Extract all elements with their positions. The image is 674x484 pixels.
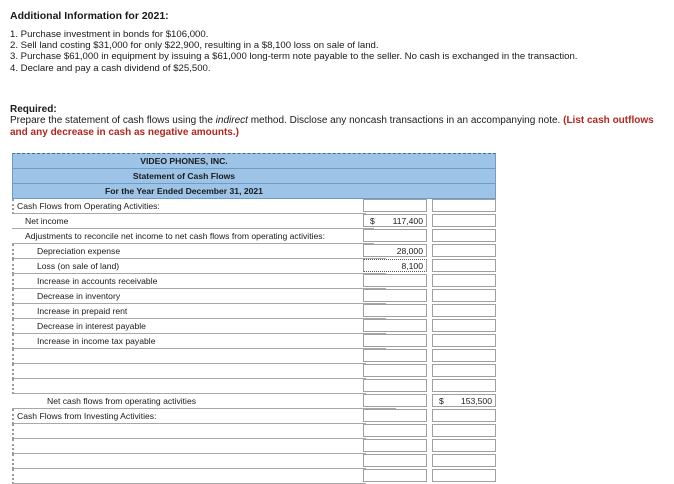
info-item: 3. Purchase $61,000 in equipment by issuing a $61,000 long-term note payable to the seller. No cash is exchanged in the transaction. bbox=[10, 51, 578, 63]
amount-input-col2[interactable] bbox=[432, 394, 496, 407]
table-row bbox=[12, 304, 496, 319]
row-label-cell: Adjustments to reconcile net income to net cash flows from operating activities: bbox=[12, 229, 374, 244]
row-label-cell[interactable] bbox=[12, 439, 366, 454]
amount-input-col2[interactable] bbox=[432, 259, 496, 272]
amount-input-col1[interactable] bbox=[363, 469, 427, 482]
row-label-cell[interactable] bbox=[12, 454, 366, 469]
amount-input-col1[interactable] bbox=[363, 379, 427, 392]
table-row bbox=[12, 379, 496, 394]
row-label-cell[interactable]: Loss (on sale of land) bbox=[12, 259, 386, 274]
instructions-text: Prepare the statement of cash flows using the bbox=[10, 115, 216, 126]
amount-input-col1[interactable] bbox=[363, 319, 427, 332]
table-row bbox=[12, 199, 496, 214]
amount-input-col1[interactable] bbox=[363, 244, 427, 257]
row-label-cell[interactable]: Cash Flows from Operating Activities: bbox=[12, 199, 366, 214]
statement-period: For the Year Ended December 31, 2021 bbox=[12, 184, 496, 199]
table-row bbox=[12, 454, 496, 469]
amount-input-col1[interactable] bbox=[363, 394, 427, 407]
table-row bbox=[12, 289, 496, 304]
table-row bbox=[12, 409, 496, 424]
amount-input-col2[interactable] bbox=[432, 439, 496, 452]
table-row bbox=[12, 349, 496, 364]
table-row bbox=[12, 214, 496, 229]
amount-value: 117,400 bbox=[392, 216, 423, 226]
row-label-cell[interactable]: Cash Flows from Investing Activities: bbox=[12, 409, 366, 424]
amount-input-col1[interactable] bbox=[363, 364, 427, 377]
section-title: Additional Information for 2021: bbox=[10, 10, 169, 22]
amount-input-col1[interactable] bbox=[363, 289, 427, 302]
row-label-cell[interactable]: Decrease in interest payable bbox=[12, 319, 386, 334]
info-item: 1. Purchase investment in bonds for $106,000. bbox=[10, 29, 209, 40]
amount-value: 28,000 bbox=[396, 246, 423, 256]
amount-input-col2[interactable] bbox=[432, 319, 496, 332]
cash-flow-worksheet bbox=[12, 153, 496, 484]
required-heading: Required: bbox=[10, 104, 57, 115]
row-label-cell[interactable] bbox=[12, 364, 366, 379]
amount-input-col2[interactable] bbox=[432, 199, 496, 212]
currency-symbol: $ bbox=[370, 216, 375, 226]
row-label-cell[interactable]: Increase in income tax payable bbox=[12, 334, 386, 349]
info-item: 2. Sell land costing $31,000 for only $22,900, resulting in a $8,100 loss on sale of land. bbox=[10, 40, 379, 52]
table-row bbox=[12, 319, 496, 334]
row-label-cell[interactable] bbox=[12, 379, 366, 394]
table-row bbox=[12, 469, 496, 484]
amount-input-col1[interactable] bbox=[363, 454, 427, 467]
currency-symbol: $ bbox=[439, 396, 444, 406]
table-row bbox=[12, 274, 496, 289]
amount-input-col2[interactable] bbox=[432, 409, 496, 422]
table-row bbox=[12, 259, 496, 274]
amount-input-col2[interactable] bbox=[432, 349, 496, 362]
amount-input-col1[interactable] bbox=[363, 424, 427, 437]
row-label-cell[interactable]: Depreciation expense bbox=[12, 244, 386, 259]
amount-input-col2[interactable] bbox=[432, 364, 496, 377]
amount-input-col1[interactable] bbox=[363, 439, 427, 452]
table-row bbox=[12, 439, 496, 454]
table-row bbox=[12, 364, 496, 379]
amount-input-col1[interactable] bbox=[363, 334, 427, 347]
additional-info-list bbox=[10, 29, 577, 74]
amount-input-col1[interactable] bbox=[363, 349, 427, 362]
row-label-cell[interactable]: Increase in prepaid rent bbox=[12, 304, 386, 319]
amount-input-col1[interactable] bbox=[363, 409, 427, 422]
amount-value: 8,100 bbox=[401, 261, 423, 271]
table-row bbox=[12, 244, 496, 259]
amount-input-col2[interactable] bbox=[432, 454, 496, 467]
amount-input-col2[interactable] bbox=[432, 469, 496, 482]
amount-input-col1[interactable] bbox=[363, 274, 427, 287]
amount-input-col2[interactable] bbox=[432, 424, 496, 437]
amount-input-col1[interactable] bbox=[363, 199, 427, 212]
amount-input-col2[interactable] bbox=[432, 304, 496, 317]
amount-input-col1[interactable] bbox=[363, 259, 427, 272]
instructions-text-cont: method. Disclose any noncash transactions in an accompanying note. bbox=[247, 115, 564, 126]
company-name: VIDEO PHONES, INC. bbox=[12, 153, 496, 169]
amount-input-col1[interactable] bbox=[363, 214, 427, 227]
amount-input-col2[interactable] bbox=[432, 214, 496, 227]
amount-value: 153,500 bbox=[460, 396, 492, 406]
table-row bbox=[12, 334, 496, 349]
instructions-note: (List cash outflows and any decrease in cash as negative amounts.) bbox=[10, 115, 654, 138]
required-instructions bbox=[10, 115, 660, 139]
row-label-cell: Net income bbox=[12, 214, 374, 229]
amount-input-col2[interactable] bbox=[432, 289, 496, 302]
amount-input-col2[interactable] bbox=[432, 229, 496, 242]
row-label-cell[interactable] bbox=[12, 349, 366, 364]
instructions-italic: indirect bbox=[215, 115, 248, 126]
row-label-cell[interactable] bbox=[12, 424, 366, 439]
amount-input-col2[interactable] bbox=[432, 274, 496, 287]
row-label-cell[interactable]: Decrease in inventory bbox=[12, 289, 386, 304]
row-label-cell[interactable] bbox=[12, 469, 366, 484]
amount-input-col2[interactable] bbox=[432, 334, 496, 347]
amount-input-col1[interactable] bbox=[363, 304, 427, 317]
table-row bbox=[12, 394, 496, 409]
amount-input-col2[interactable] bbox=[432, 244, 496, 257]
row-label-cell[interactable]: Increase in accounts receivable bbox=[12, 274, 386, 289]
amount-input-col1[interactable] bbox=[363, 229, 427, 242]
statement-name: Statement of Cash Flows bbox=[12, 169, 496, 184]
table-row bbox=[12, 229, 496, 244]
table-row bbox=[12, 424, 496, 439]
row-label-cell: Net cash flows from operating activities bbox=[12, 394, 396, 409]
info-item: 4. Declare and pay a cash dividend of $25,500. bbox=[10, 62, 211, 74]
amount-input-col2[interactable] bbox=[432, 379, 496, 392]
